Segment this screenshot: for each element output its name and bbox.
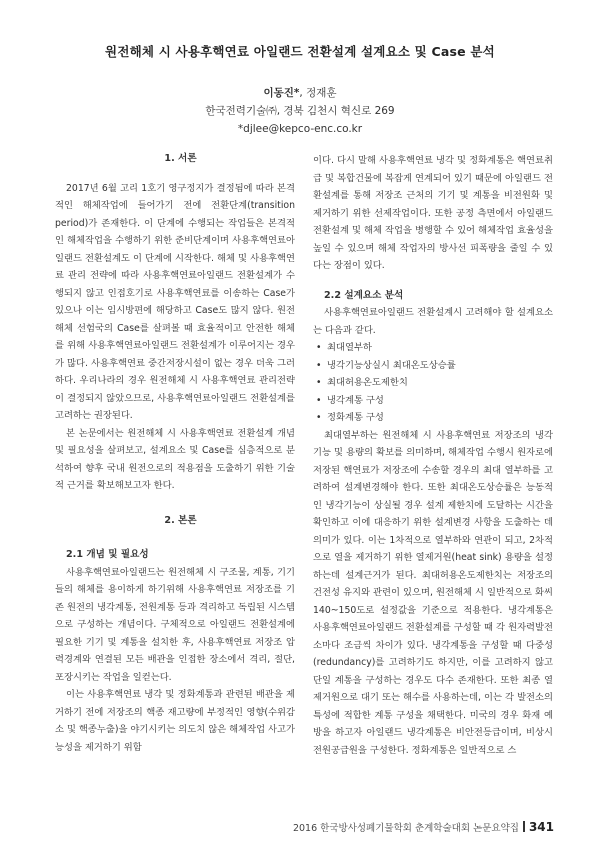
right-column — [313, 152, 553, 759]
list-item: • 정화계통 구성 — [313, 409, 553, 427]
list-item: • 냉각기능상실시 최대온도상승률 — [313, 357, 553, 375]
left-column — [55, 150, 295, 756]
bullet-icon: • — [316, 342, 322, 353]
body-heading: 2. 본론 — [164, 514, 197, 526]
author-email: *djlee@kepco-enc.co.kr — [237, 123, 363, 135]
author-names — [0, 84, 600, 102]
page-number: 341 — [528, 820, 554, 834]
coauthor: , 정재훈 — [299, 87, 337, 99]
paper-title: 원전해체 시 사용후핵연료 아일랜드 전환설계 설계요소 및 Case 분석 — [105, 44, 495, 59]
section-2-1-paragraph-1: 사용후핵연료아일랜드는 원전해체 시 구조물, 계통, 기기들의 해체를 용이하게 하기위해 사용후핵연료 저장조를 기존 원전의 냉각계통, 전원계통 등과 격리하고 독립된 시스템으로 구성하는 개념이다. 구체적으로 아일랜드 전환설계에 필요한 기기 및 계통을 설치한 후, 사용후핵연료 저장조 압력경계와 연결된 모든 배관을 인접한 장소에서 격리, 절단, 포장시키는 작업을 일컫는다. — [55, 566, 295, 683]
section-2-1-heading: 2.1 개념 및 필요성 — [66, 549, 149, 560]
bullet-icon: • — [316, 377, 322, 388]
corresponding-author: 이동진 — [263, 87, 294, 99]
section-2-2-heading: 2.2 설계요소 분석 — [324, 289, 404, 301]
bullet-icon: • — [316, 412, 322, 423]
section-2-1-paragraph-2-continued: 이다. 다시 말해 사용후핵연료 냉각 및 정화계통은 핵연료취급 및 복합건물에 복잡게 연계되어 있기 때문에 아일랜드 전환설계를 통해 저장조 근처의 기기 및 계통을 비전원화 및 제거하기 위한 선제작업이다. 또한 공정 측면에서 아일랜드 전환설계 및 해체 작업을 병행할 수 있어 해체작업 효율성을 높일 수 있으며 해체 작업자의 방사선 피폭량을 줄일 수 있다는 장점이 있다. — [313, 155, 553, 271]
conference-name: 2016 한국방사성폐기물학회 춘계학술대회 논문요약집 — [292, 823, 519, 834]
list-item: • 최대열부하 — [313, 339, 553, 357]
design-element-list — [313, 339, 553, 427]
footer-divider — [523, 821, 525, 832]
intro-heading: 1. 서론 — [164, 153, 197, 164]
affiliation: 한국전력기술㈜, 경북 김천시 혁신로 269 — [205, 105, 395, 117]
intro-paragraph-2: 본 논문에서는 원전해체 시 사용후핵연료 전환설계 개념 및 필요성을 살펴보고, 설계요소 및 Case를 심층적으로 분석하여 향후 국내 원전으로의 적용점을 도출하기 위한 기술적 근거를 확보해보고자 한다. — [55, 427, 295, 491]
bullet-icon: • — [316, 359, 322, 371]
bullet-icon: • — [316, 394, 322, 406]
author-block — [0, 84, 600, 138]
list-item: • 냉각계통 구성 — [313, 392, 553, 410]
list-item: • 최대허용온도제한치 — [313, 374, 553, 392]
section-2-2-paragraph-1: 사용후핵연료아일랜드 전환설계시 고려해야 할 설계요소는 다음과 같다. — [313, 307, 553, 336]
corresponding-mark: * — [293, 87, 300, 99]
page-footer — [293, 820, 554, 834]
section-2-2-paragraph-2: 최대열부하는 원전해체 시 사용후핵연료 저장조의 냉각기능 및 용량의 확보를 의미하며, 해체작업 수행시 원자로에 저장된 핵연료가 저장조에 수송할 경우의 최대 열부하를 고려하여 설계변경해야 한다. 또한 최대온도상승률은 능동적인 냉각기능이 상실될 경우 설계 제한치에 도달하는 시간을 확인하고 이에 대응하기 위한 설계변경 사항을 도출하는 데 의미가 있다. 이는 1차적으로 열부하와 연관이 되고, 2차적으로 열을 제거하기 위한 열제거원(heat sink) 용량을 설정하는데 설계근거가 된다. 최대허용온도제한치는 저장조의 건전성 유지와 관련이 있으며, 원전해체 시 일반적으로 화씨 140~150도로 설정값을 기준으로 적용한다. 냉각계통은 사용후핵연료아일랜드 전환설계를 구성할 때 각 원자력발전소마다 조금씩 차이가 있다. 냉각계통을 구성할 때 다중성(redundancy)를 고려하기도 하지만, 이를 고려하지 않고 단일 계통을 구성하는 경우도 다수 존재한다. 또한 최종 열제거원으로 대기 또는 해수를 사용하는데, 이는 각 발전소의 특성에 적합한 계통 구성을 채택한다. 미국의 경우 화재 예방을 하고자 아일랜드 냉각계통은 비안전등급이며, 비상시 전원공급원을 구성한다. 정화계통은 일반적으로 스 — [313, 429, 553, 756]
intro-paragraph-1: 2017년 6월 고리 1호기 영구정지가 결정됨에 따라 본격적인 해체작업에 들어가기 전에 전환단계(transition period)가 존재한다. 이 단계에 수행되는 작업들은 본격적인 해체작업을 수행하기 위한 준비단계이며 사용후핵연료아일랜드 전환설계도 이 단계에 시작한다. 해체 및 사용후핵연료 관리 전략에 따라 사용후핵연료아일랜드 전환설계가 수행되지 않고 인접호기로 사용후핵연료를 이송하는 Case가 있으나 이는 임시방편에 해당하고 Case도 많지 않다. 원전해체 선험국의 Case를 살펴볼 때 효율적이고 안전한 해체를 위해 사용후핵연료아일랜드 전환설계가 이루어지는 경우가 많다. 사용후핵연료 중간저장시설이 없는 경우 더욱 그러하다. 우리나라의 경우 원전해체 시 사용후핵연료 관리전략이 결정되지 않았으므로, 사용후핵연료아일랜드 전환설계를 고려하는 권장된다. — [55, 182, 295, 421]
section-2-1-paragraph-2: 이는 사용후핵연료 냉각 및 정화계통과 관련된 배관을 제거하기 전에 저장조의 핵종 재고량에 부정적인 영향(수위감소 및 핵종누출)을 야기시키는 의도치 않은 해체작업 사고가능성을 제거하기 위함 — [55, 689, 295, 753]
